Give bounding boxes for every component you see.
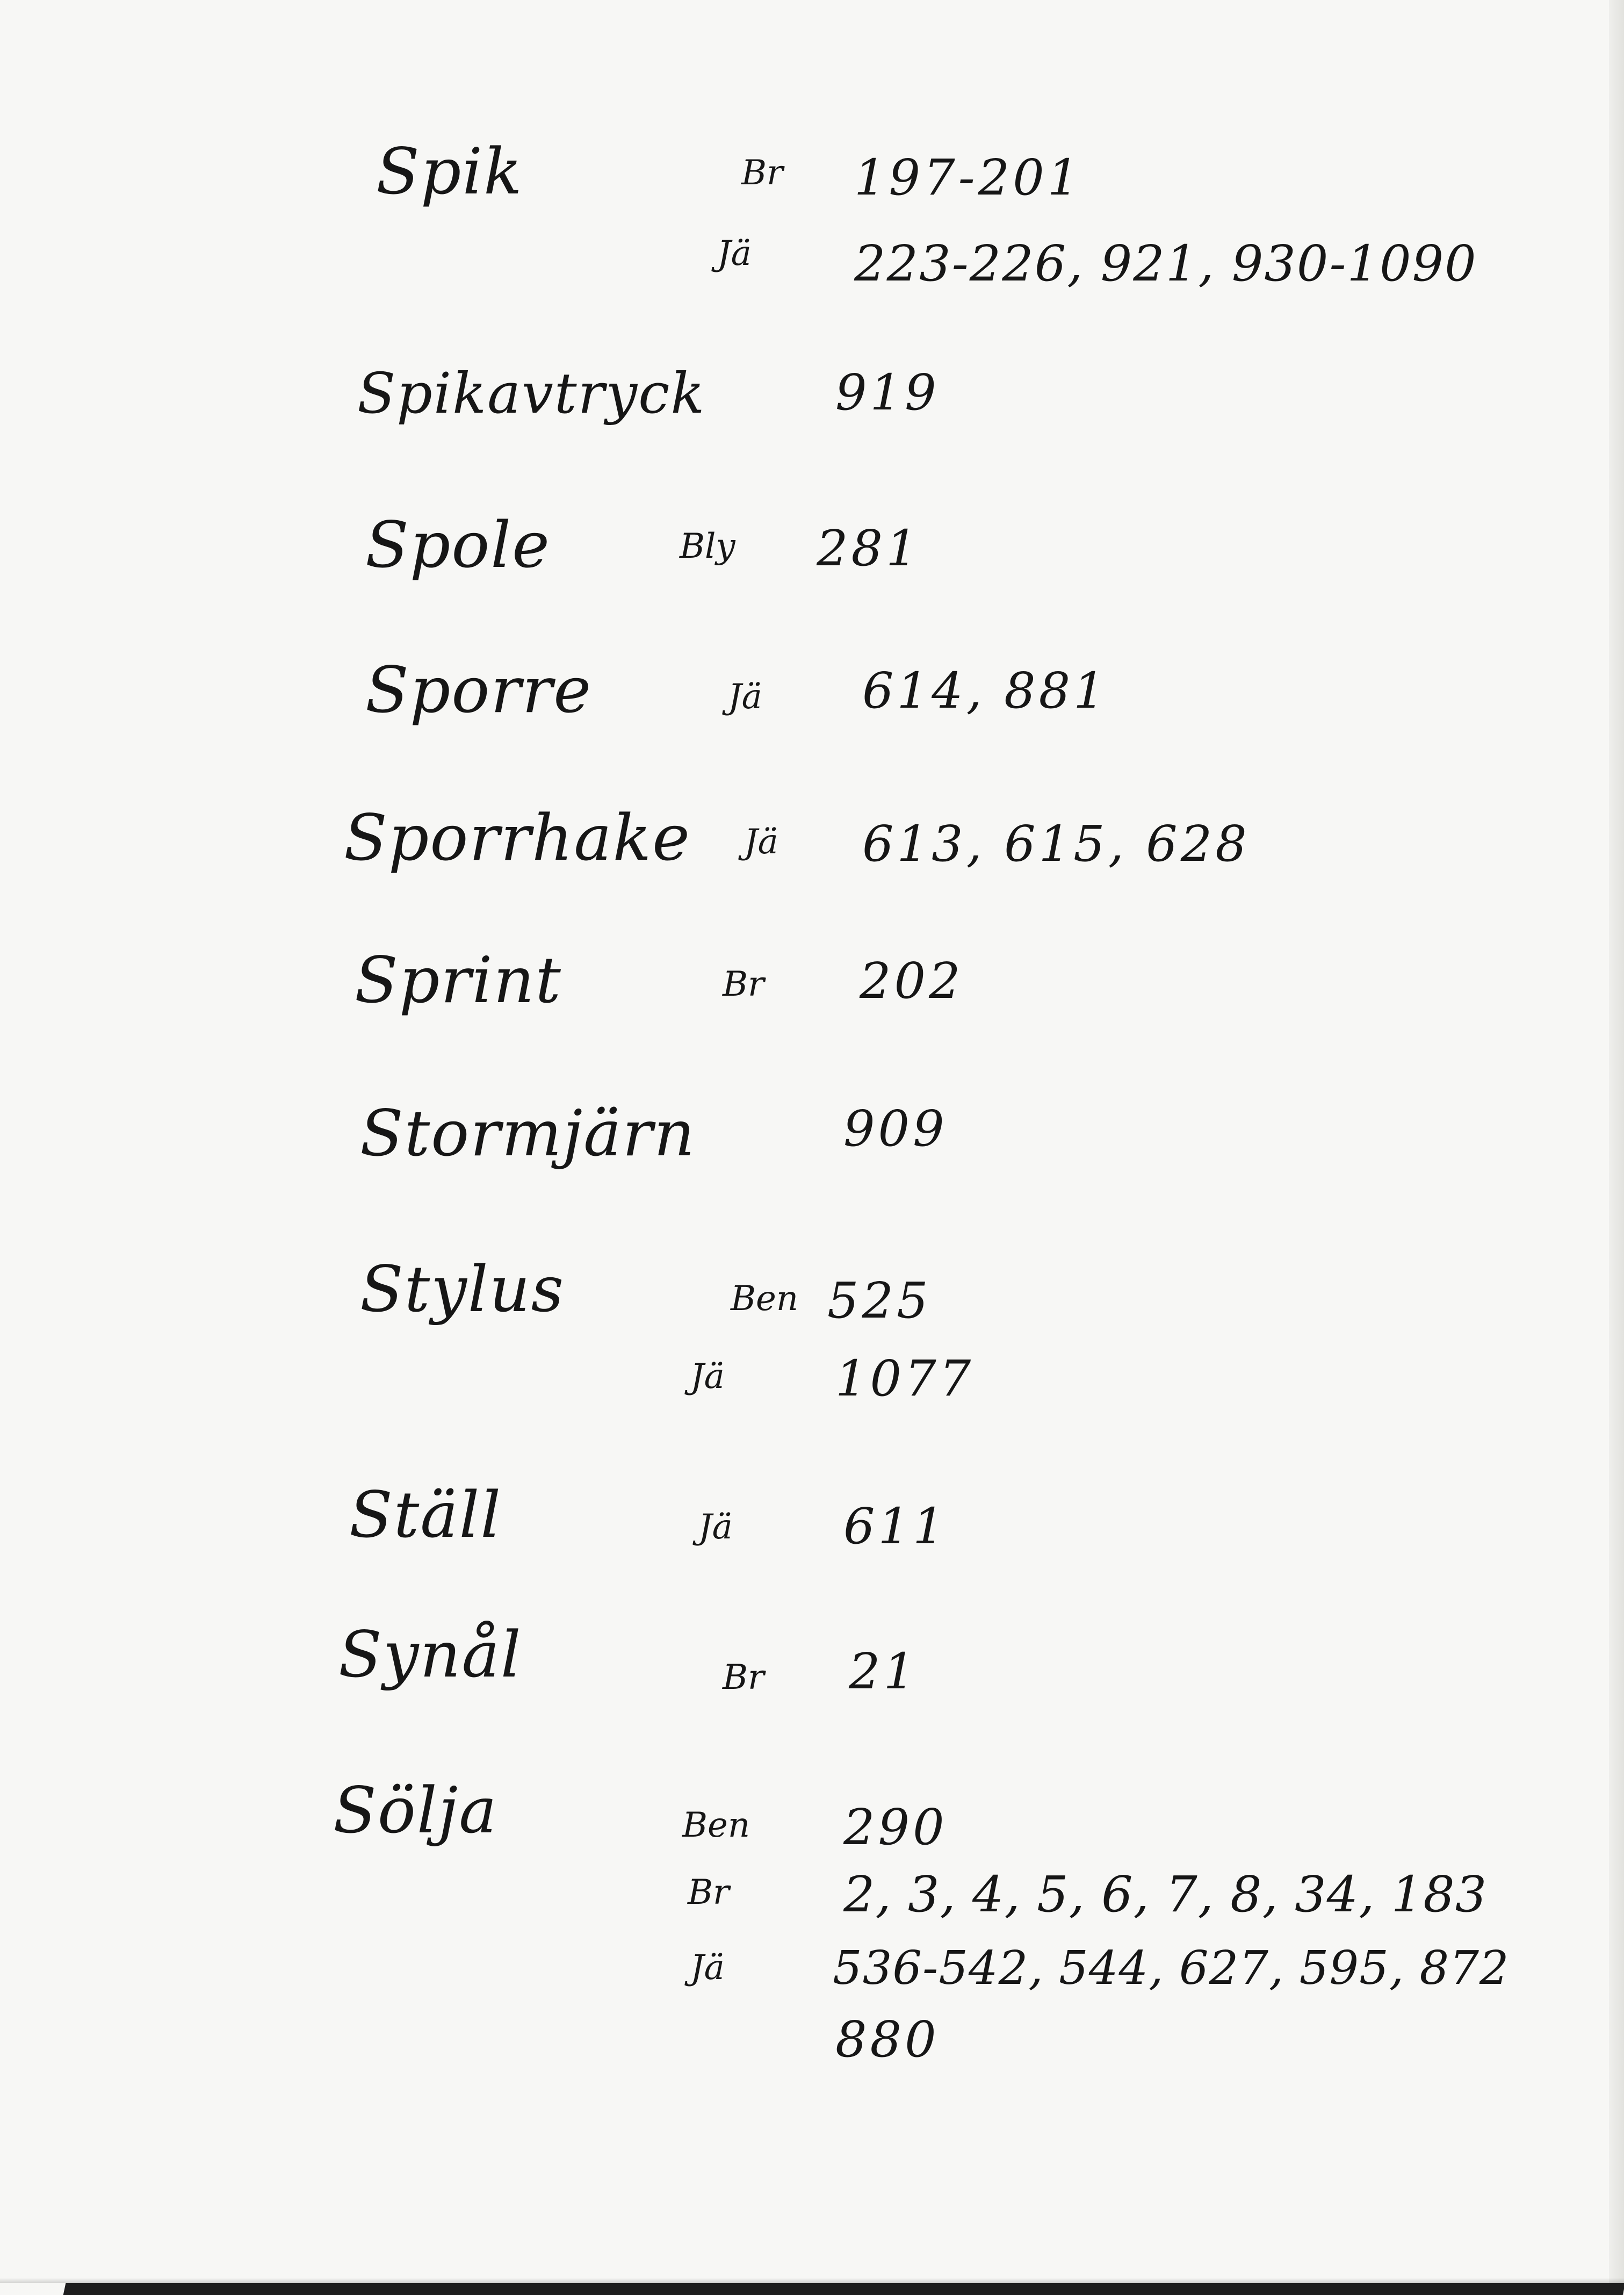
entry-pages: 223-226, 921, 930-1090: [854, 235, 1477, 292]
entry-term: Ställ: [349, 1478, 502, 1552]
entry-source: Br: [723, 1658, 764, 1697]
entry-source: Br: [723, 965, 764, 1004]
entry-source: Ben: [731, 1279, 799, 1319]
entry-pages: 909: [843, 1100, 948, 1157]
entry-source: Jä: [717, 234, 752, 274]
entry-term: Stormjärn: [360, 1096, 696, 1170]
entry-pages: 281: [817, 520, 921, 577]
entry-source: Jä: [698, 1507, 733, 1547]
page-edge: [1609, 0, 1624, 2295]
entry-pages: 613, 615, 628: [862, 815, 1250, 873]
entry-pages: 290: [843, 1798, 948, 1856]
entry-term: Stylus: [360, 1252, 565, 1326]
entry-source: Jä: [744, 822, 778, 862]
entry-source: Br: [741, 153, 783, 193]
entry-pages: 202: [860, 952, 964, 1010]
entry-term: Sprint: [355, 943, 562, 1017]
entry-source: Br: [688, 1873, 730, 1912]
entry-term: Sölja: [333, 1773, 498, 1847]
entry-pages: 2, 3, 4, 5, 6, 7, 8, 34, 183: [843, 1866, 1488, 1923]
entry-pages: 197-201: [854, 149, 1082, 206]
entry-pages: 611: [843, 1498, 948, 1555]
entry-source: Bly: [680, 527, 735, 566]
entry-term: Synål: [338, 1617, 522, 1692]
page-shadow: [0, 2278, 1624, 2283]
entry-term: Sporre: [365, 653, 593, 727]
entry-term: Spikavtryck: [357, 361, 706, 426]
entry-pages: 525: [827, 1272, 932, 1329]
entry-source: Ben: [682, 1805, 750, 1845]
entry-source: Jä: [728, 677, 762, 717]
entry-pages: 919: [835, 364, 940, 421]
entry-source: Jä: [690, 1948, 725, 1988]
entry-term: Spik: [376, 134, 523, 208]
scan-border: [63, 2283, 1624, 2295]
entry-term: Sporrhake: [344, 801, 691, 875]
entry-pages: 1077: [835, 1350, 975, 1407]
entry-pages: 614, 881: [862, 662, 1108, 720]
entry-pages: 880: [835, 2011, 940, 2068]
entry-pages: 536-542, 544, 627, 595, 872: [833, 1941, 1510, 1995]
entry-pages: 21: [849, 1643, 919, 1700]
entry-term: Spole: [365, 508, 551, 582]
entry-source: Jä: [690, 1357, 725, 1397]
